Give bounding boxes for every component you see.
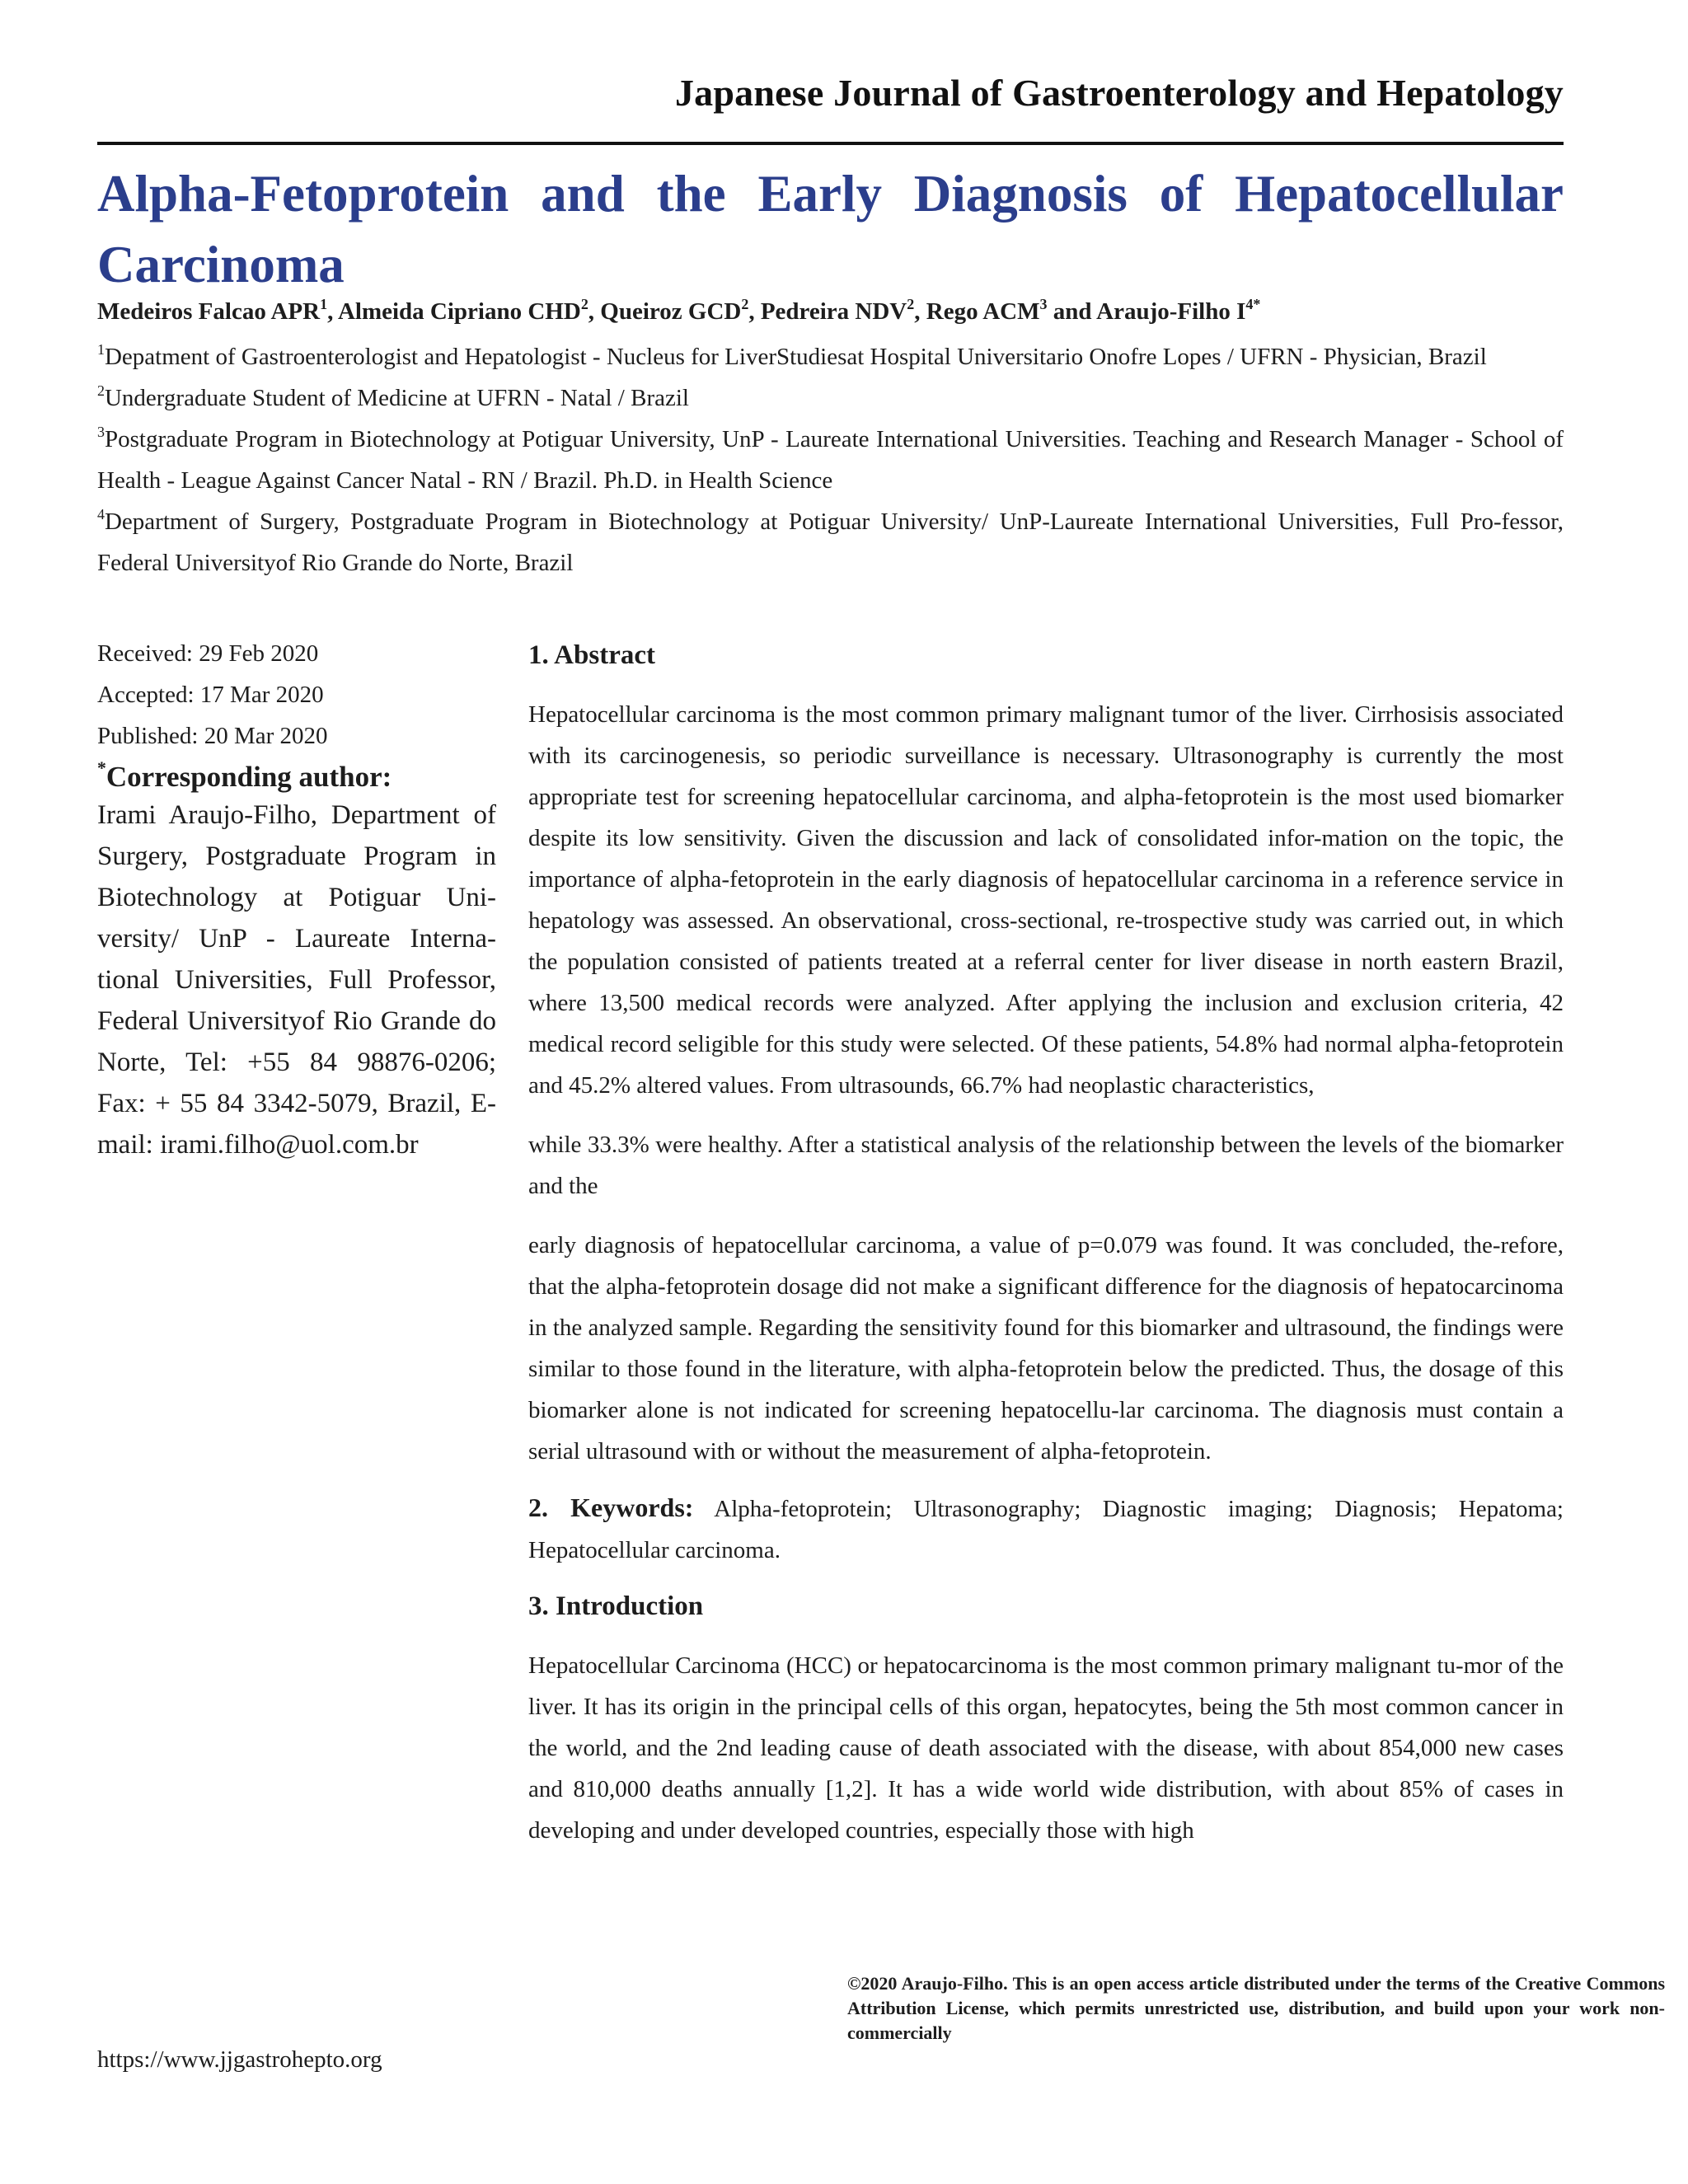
affiliation-text: Undergraduate Student of Medicine at UFRN - Natal / Brazil <box>104 385 689 411</box>
main-column <box>528 635 1564 1851</box>
introduction-heading: 3. Introduction <box>528 1591 704 1621</box>
article-title: Alpha-Fetoprotein and the Early Diagnosis of Hepatocellular Carcinoma <box>97 165 1564 293</box>
affiliation <box>97 336 1564 377</box>
author-name: Pedreira NDV <box>760 298 907 325</box>
author-separator: , <box>748 298 761 325</box>
affiliation-text: Depatment of Gastroenterologist and Hepatologist - Nucleus for LiverStudiesat Hospital Universitario Onofre Lopes / UFRN - Physician, Brazil <box>104 344 1487 370</box>
author-affiliation-mark: 2 <box>907 295 915 312</box>
footer-url[interactable]: https://www.jjgastrohepto.org <box>97 2046 382 2073</box>
affiliation <box>97 377 1564 419</box>
author-separator: , <box>914 298 926 325</box>
abstract-heading: 1. Abstract <box>528 640 655 670</box>
abstract-paragraph: Hepatocellular carcinoma is the most common primary malignant tumor of the liver. Cirrhosisis associated with its carcinogenesis, so periodic surveillance is necessary. Ultrasonography is currently the most appropriate test for screening hepatocellular carcinoma, and alpha-fetoprotein is the most used biomarker despite its low sensitivity. Given the discussion and lack of consolidated infor-mation on the topic, the importance of alpha-fetoprotein in the early diagnosis of hepatocellular carcinoma in a reference service in hepatology was assessed. An observational, cross-sectional, re-trospective study was carried out, in which the population consisted of patients treated at a referral center for liver disease in north eastern Brazil, where 13,500 medical records were analyzed. After applying the inclusion and exclusion criteria, 42 medical record seligible for this study were selected. Of these patients, 54.8% had normal alpha-fetoprotein and 45.2% altered values. From ultrasounds, 66.7% had neoplastic characteristics, <box>528 701 1564 1099</box>
published-date: Published: 20 Mar 2020 <box>97 723 328 749</box>
affiliation <box>97 419 1564 501</box>
author-affiliation-mark: 3 <box>1039 295 1048 312</box>
article-dates <box>97 633 392 796</box>
affiliation-text: Department of Surgery, Postgraduate Program in Biotechnology at Potiguar University/ UnP-Laureate International Universities, Full Pro-fessor, Federal Universityof Rio Grande do Norte, Brazil <box>97 509 1564 576</box>
affiliation-mark: 4 <box>97 505 105 523</box>
author-name: Rego ACM <box>926 298 1040 325</box>
keywords-text: Alpha-fetoprotein; Ultrasonography; Diagnostic imaging; Diagnosis; Hepatoma; Hepatocellular carcinoma. <box>528 1496 1564 1563</box>
corresponding-heading-text: Corresponding author: <box>106 761 392 793</box>
license-notice: ©2020 Araujo-Filho. This is an open access article distributed under the terms of the Creative Commons Attribution License, which permits unrestricted use, distribution, and build upon your work non-commercially <box>847 1973 1665 2043</box>
abstract-paragraph: early diagnosis of hepatocellular carcinoma, a value of p=0.079 was found. It was concluded, the-refore, that the alpha-fetoprotein dosage did not make a significant difference for the diagnosis of hepatocarcinoma in the analyzed sample. Regarding the sensitivity found for this biomarker and ultrasound, the findings were similar to those found in the literature, with alpha-fetoprotein below the predicted. Thus, the dosage of this biomarker alone is not indicated for screening hepatocellu-lar carcinoma. The diagnosis must contain a serial ultrasound with or without the measurement of alpha-fetoprotein. <box>528 1232 1564 1465</box>
journal-name: Japanese Journal of Gastroenterology and Hepatology <box>674 72 1564 114</box>
author-separator: , <box>327 298 338 325</box>
affiliation-mark: 1 <box>97 340 105 358</box>
affiliation-mark: 3 <box>97 423 105 440</box>
affiliation-mark: 2 <box>97 382 105 399</box>
author-affiliation-mark: 4* <box>1245 295 1261 312</box>
keywords-label: 2. Keywords: <box>528 1493 694 1522</box>
author-list <box>97 295 1261 326</box>
corresponding-star: * <box>97 758 106 779</box>
author-separator: , <box>588 298 601 325</box>
author-affiliation-mark: 2 <box>580 295 588 312</box>
author-name: Almeida Cipriano CHD <box>337 298 581 325</box>
author-name: Araujo-Filho I <box>1096 298 1246 325</box>
abstract-paragraph: while 33.3% were healthy. After a statistical analysis of the relationship between the levels of the biomarker and the <box>528 1132 1564 1199</box>
received-date: Received: 29 Feb 2020 <box>97 640 319 667</box>
accepted-date: Accepted: 17 Mar 2020 <box>97 682 324 708</box>
author-affiliation-mark: 1 <box>320 295 328 312</box>
author-name: Queiroz GCD <box>600 298 742 325</box>
keywords-paragraph <box>528 1487 1564 1571</box>
author-name: Medeiros Falcao APR <box>97 298 321 325</box>
author-affiliation-mark: 2 <box>741 295 749 312</box>
header-divider <box>97 142 1564 145</box>
affiliation-text: Postgraduate Program in Biotechnology at Potiguar University, UnP - Laureate International Universities. Teaching and Research Manager - School of Health - League Against Cancer Natal - RN / Brazil. Ph.D. in Health Science <box>97 426 1564 494</box>
introduction-paragraph: Hepatocellular Carcinoma (HCC) or hepatocarcinoma is the most common primary malignant tu-mor of the liver. It has its origin in the principal cells of this organ, hepatocytes, being the 5th most common cancer in the world, and the 2nd leading cause of death associated with the disease, with about 854,000 new cases and 810,000 deaths annually [1,2]. It has a wide world wide distribution, with about 85% of cases in developing and under developed countries, especially those with high <box>528 1652 1564 1844</box>
affiliation-list <box>97 336 1564 583</box>
corresponding-author-details: Irami Araujo-Filho, Department of Surgery, Postgraduate Program in Biotechnology at Potiguar Uni-versity/ UnP - Laureate Interna-tional Universities, Full Professor, Federal Universityof Rio Grande do Norte, Tel: +55 84 98876-0206; Fax: + 55 84 3342-5079, Brazil, E-mail: irami.filho@uol.com.br <box>97 800 496 1160</box>
author-separator: and <box>1047 298 1097 325</box>
corresponding-author-heading <box>97 758 392 796</box>
affiliation <box>97 501 1564 583</box>
